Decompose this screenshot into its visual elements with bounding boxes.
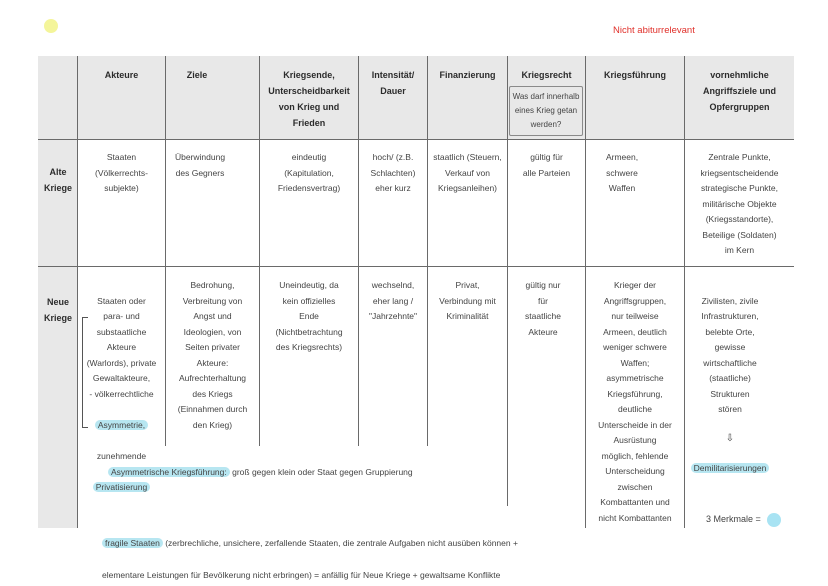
neue-ziele-cell: Bedrohung, Verbreitung von Angst und Ideologien, von Seiten privater Akteure: Aufrechterhaltung des Kriegs (Einnahmen durch den Krieg) [177,280,248,430]
asymmetrische-kriegsfuehrung-text: groß gegen klein oder Staat gegen Gruppierung [229,467,413,477]
alte-kriegsfuehrung-cell: Armeen, schwere Waffen [605,152,639,193]
neue-kriegsfuehrung-cell: Krieger der Angriffsgruppen, nur teilweise Armeen, deutlich weniger schwere Waffen; asymmetrische Kriegsführung, deutliche Unterscheide in der Ausrüstung möglich, fehlende Unterscheidung zwischen Kombattanten und nicht Kombattanten [598,280,672,523]
row-label-neue-kriege: Neue Kriege [43,297,72,323]
header-akteure: Akteure [104,70,139,80]
alte-kriegsrecht-cell: gültig für alle Parteien [522,152,571,178]
yellow-dot [44,19,58,33]
fragile-staaten-text-2: elementare Leistungen für Bevölkerung nicht erbringen) = anfällig für Neue Kriege + gewaltsame Konflikte [102,570,501,580]
neue-finanzierung-cell: Privat, Verbindung mit Kriminalität [439,280,496,321]
not-abitur-relevant-note: Nicht abiturrelevant [613,25,695,36]
row-label-alte-kriege: Alte Kriege [43,167,72,193]
neue-angriffsziele-cell [685,278,775,492]
neue-kriegsende-cell: Uneindeutig, da kein offizielles Ende (Nichtbetrachtung des Kriegsrechts) [275,280,343,352]
highlight-legend-dot [767,513,781,527]
header-bottom-rule [38,139,794,140]
neue-angriffsziele-text: Zivilisten, zivile Infrastrukturen, belebte Orte, gewisse wirtschaftliche (staatliche) Strukturen stören [701,295,759,414]
fragile-staaten-note [102,519,518,586]
neue-intensitaet-cell: wechselnd, eher lang / "Jahrzehnte" [368,280,418,321]
alte-finanzierung-cell: staatlich (Steuern, Verkauf von Kriegsanleihen) [433,152,502,193]
fragile-staaten-text-1: (zerbrechliche, unsichere, zerfallende Staaten, die zentrale Aufgaben nicht ausüben können + [162,538,518,548]
header-intensitaet: Intensität/ Dauer [371,70,415,96]
alte-ziele-cell: Überwindung des Gegners [174,152,226,178]
kriegsrecht-question-box: Was darf innerhalb eines Krieg getan werden? [509,86,583,136]
neue-akteure-text: Staaten oder para- und substaatliche Akteure (Warlords), private Gewaltakteure, - völkerrechtliche [86,295,157,399]
header-ziele: Ziele [186,70,208,80]
asymmetrische-kriegsfuehrung-highlight: Asymmetrische Kriegsführung: [108,467,230,477]
down-arrow-icon: ⇩ [725,433,735,444]
privatisierung-highlight: Privatisierung [93,482,151,492]
neue-kriegsrecht-cell: gültig nur für staatliche Akteure [525,280,561,337]
demilitarisierungen-highlight: Demilitarisierungen [691,463,770,473]
asymmetrische-kriegsfuehrung-note [108,467,413,477]
header-angriffsziele: vornehmliche Angriffsziele und Opfergruppen [702,70,776,112]
neue-akteure-zunehmende: zunehmende [96,450,147,461]
asymmetrie-highlight: Asymmetrie, [95,420,148,430]
column-rule [427,56,428,446]
header-kriegsrecht: Kriegsrecht [521,70,572,80]
row-header-band [38,56,78,528]
row-separator-rule [38,266,794,267]
alte-kriegsende-cell: eindeutig (Kapitulation, Friedensvertrag) [277,152,341,193]
column-rule [358,56,359,446]
header-kriegsende: Kriegsende, Unterscheidbarkeit von Krieg und Frieden [268,70,350,128]
header-finanzierung: Finanzierung [439,70,496,80]
header-kriegsfuehrung: Kriegsführung [604,70,666,80]
alte-akteure-cell: Staaten (Völkerrechts- subjekte) [95,152,148,193]
fragile-staaten-highlight: fragile Staaten [102,538,163,548]
alte-intensitaet-cell: hoch/ (z.B. Schlachten) eher kurz [370,152,416,193]
alte-angriffsziele-cell: Zentrale Punkte, kriegsentscheidende strategische Punkte, militärische Objekte (Kriegsstandorte), Beteilige (Soldaten) im Kern [700,152,779,255]
merkmale-label: 3 Merkmale = [706,514,761,524]
